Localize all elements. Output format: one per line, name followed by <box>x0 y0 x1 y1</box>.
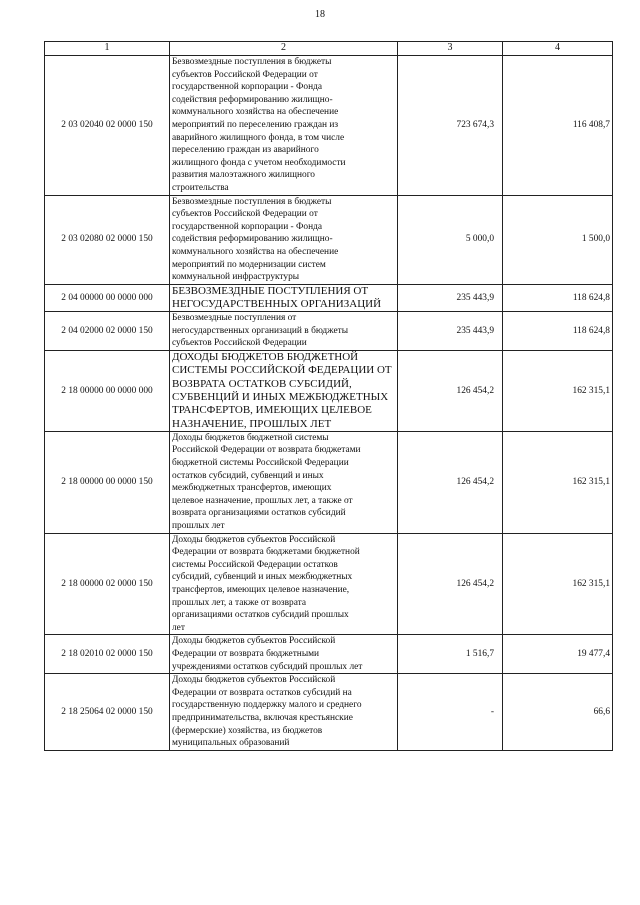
revenue-name-line: муниципальных образований <box>172 738 290 749</box>
revenue-name-line: СИСТЕМЫ РОССИЙСКОЙ ФЕДЕРАЦИИ ОТ <box>172 364 392 377</box>
revenue-name-line: Доходы бюджетов субъектов Российской <box>172 636 336 647</box>
amount-column-4-cell: 66,6 <box>503 674 613 751</box>
revenue-name-line: Безвозмездные поступления в бюджеты <box>172 196 332 207</box>
amount-column-3-cell: 126 454,2 <box>398 351 503 432</box>
revenue-name-line: аварийного жилищного фонда, в том числе <box>172 132 345 143</box>
classification-code-cell: 2 03 02080 02 0000 150 <box>45 195 170 284</box>
revenue-name-line: межбюджетных трансфертов, имеющих <box>172 483 332 494</box>
revenue-name-line: Федерации от возврата остатков субсидий на <box>172 687 352 698</box>
revenue-name-line: системы Российской Федерации остатков <box>172 559 338 570</box>
revenue-name-cell <box>170 431 398 533</box>
revenue-name-line: (фермерские) хозяйства, из бюджетов <box>172 725 323 736</box>
revenue-name-line: государственной корпорации - Фонда <box>172 82 323 93</box>
revenue-name-line: переселению граждан из аварийного <box>172 145 319 156</box>
classification-code-cell: 2 04 02000 02 0000 150 <box>45 312 170 351</box>
revenue-name-cell <box>170 312 398 351</box>
revenue-name-line: НЕГОСУДАРСТВЕННЫХ ОРГАНИЗАЦИЙ <box>172 297 382 310</box>
classification-code-cell: 2 18 00000 02 0000 150 <box>45 533 170 635</box>
amount-column-4-cell: 118 624,8 <box>503 312 613 351</box>
revenue-name-line: организациями остатков субсидий прошлых <box>172 610 349 621</box>
revenue-name-line: Доходы бюджетов субъектов Российской <box>172 534 336 545</box>
amount-column-3-cell: 5 000,0 <box>398 195 503 284</box>
revenue-name-line: Доходы бюджетов бюджетной системы <box>172 432 329 443</box>
revenue-name-line: коммунальной инфраструктуры <box>172 272 300 283</box>
revenue-name-line: прошлых лет <box>172 521 225 531</box>
revenue-name-line: государственную поддержку малого и среднего <box>172 700 362 711</box>
revenue-name-line: негосударственных организаций в бюджеты <box>172 325 349 336</box>
amount-column-3-cell: 1 516,7 <box>398 635 503 674</box>
revenue-name-line: Российской Федерации от возврата бюджетами <box>172 445 361 456</box>
table-row <box>45 431 613 533</box>
revenue-name-line: государственной корпорации - Фонда <box>172 221 323 232</box>
revenue-name-line: трансфертов, имеющих целевое назначение, <box>172 584 350 595</box>
revenue-name-line: прошлых лет, а также от возврата <box>172 597 306 608</box>
column-header-4: 4 <box>503 42 613 56</box>
revenue-name-line: мероприятий по модернизации систем <box>172 259 326 270</box>
revenue-name-line: субсидий, субвенций и иных межбюджетных <box>172 572 353 583</box>
revenue-name-line: содействия реформированию жилищно- <box>172 94 333 105</box>
revenue-name-line: ВОЗВРАТА ОСТАТКОВ СУБСИДИЙ, <box>172 377 352 390</box>
amount-column-3-cell: 235 443,9 <box>398 312 503 351</box>
amount-column-4-cell: 162 315,1 <box>503 351 613 432</box>
table-row <box>45 195 613 284</box>
revenue-name-cell <box>170 635 398 674</box>
column-header-2: 2 <box>170 42 398 56</box>
table-row <box>45 284 613 312</box>
budget-revenue-table <box>44 41 613 751</box>
revenue-name-line: ТРАНСФЕРТОВ, ИМЕЮЩИХ ЦЕЛЕВОЕ <box>172 404 372 417</box>
revenue-name-line: субъектов Российской Федерации от <box>172 209 318 220</box>
amount-column-4-cell: 118 624,8 <box>503 284 613 312</box>
revenue-name-cell <box>170 56 398 196</box>
classification-code-cell: 2 03 02040 02 0000 150 <box>45 56 170 196</box>
table-row <box>45 351 613 432</box>
amount-column-3-cell: 126 454,2 <box>398 533 503 635</box>
column-header-1: 1 <box>45 42 170 56</box>
table-row <box>45 56 613 196</box>
revenue-name-cell <box>170 284 398 312</box>
revenue-name-line: субъектов Российской Федерации <box>172 338 307 349</box>
classification-code-cell: 2 18 00000 00 0000 150 <box>45 431 170 533</box>
revenue-name-line: остатков субсидий, субвенций и иных <box>172 470 324 481</box>
amount-column-3-cell: 235 443,9 <box>398 284 503 312</box>
classification-code-cell: 2 18 25064 02 0000 150 <box>45 674 170 751</box>
table-row <box>45 533 613 635</box>
page-number: 18 <box>315 9 325 20</box>
amount-column-4-cell: 1 500,0 <box>503 195 613 284</box>
revenue-name-line: Федерации от возврата бюджетами бюджетной <box>172 547 360 558</box>
revenue-name-line: коммунального хозяйства на обеспечение <box>172 107 339 118</box>
table-row <box>45 674 613 751</box>
revenue-name-line: лет <box>172 622 185 633</box>
revenue-name-line: строительства <box>172 182 229 193</box>
revenue-name-cell <box>170 351 398 432</box>
revenue-name-cell <box>170 195 398 284</box>
revenue-name-line: жилищного фонда с учетом необходимости <box>172 157 346 168</box>
amount-column-3-cell: 126 454,2 <box>398 431 503 533</box>
classification-code-cell: 2 18 02010 02 0000 150 <box>45 635 170 674</box>
column-header-3: 3 <box>398 42 503 56</box>
amount-column-4-cell: 162 315,1 <box>503 431 613 533</box>
revenue-name-line: возврата организациями остатков субсидий <box>172 508 346 519</box>
revenue-name-cell <box>170 533 398 635</box>
revenue-name-line: содействия реформированию жилищно- <box>172 234 333 245</box>
revenue-name-line: Безвозмездные поступления в бюджеты <box>172 57 332 67</box>
revenue-name-line: субъектов Российской Федерации от <box>172 69 318 80</box>
revenue-name-line: ДОХОДЫ БЮДЖЕТОВ БЮДЖЕТНОЙ <box>172 351 359 364</box>
revenue-name-cell <box>170 674 398 751</box>
classification-code-cell: 2 18 00000 00 0000 000 <box>45 351 170 432</box>
revenue-name-line: бюджетной системы Российской Федерации <box>172 458 349 469</box>
amount-column-4-cell: 162 315,1 <box>503 533 613 635</box>
amount-column-4-cell: 19 477,4 <box>503 635 613 674</box>
classification-code-cell: 2 04 00000 00 0000 000 <box>45 284 170 312</box>
amount-column-3-cell: - <box>398 674 503 751</box>
revenue-name-line: БЕЗВОЗМЕЗДНЫЕ ПОСТУПЛЕНИЯ ОТ <box>172 284 369 297</box>
revenue-name-line: развития малоэтажного жилищного <box>172 170 315 181</box>
amount-column-4-cell: 116 408,7 <box>503 56 613 196</box>
amount-column-3-cell: 723 674,3 <box>398 56 503 196</box>
revenue-name-line: НАЗНАЧЕНИЕ, ПРОШЛЫХ ЛЕТ <box>172 417 332 430</box>
table-header-row <box>45 42 613 56</box>
revenue-name-line: Федерации от возврата бюджетными <box>172 648 320 659</box>
revenue-name-line: учреждениями остатков субсидий прошлых лет <box>172 661 363 672</box>
revenue-name-line: Безвозмездные поступления от <box>172 313 297 324</box>
revenue-name-line: коммунального хозяйства на обеспечение <box>172 246 339 257</box>
table-row <box>45 635 613 674</box>
table-row <box>45 312 613 351</box>
revenue-name-line: Доходы бюджетов субъектов Российской <box>172 675 336 686</box>
revenue-name-line: СУБВЕНЦИЙ И ИНЫХ МЕЖБЮДЖЕТНЫХ <box>172 390 389 403</box>
table-body <box>45 56 613 751</box>
revenue-name-line: предпринимательства, включая крестьянские <box>172 712 353 723</box>
revenue-name-line: мероприятий по переселению граждан из <box>172 119 339 130</box>
revenue-name-line: целевое назначение, прошлых лет, а также от <box>172 495 353 506</box>
